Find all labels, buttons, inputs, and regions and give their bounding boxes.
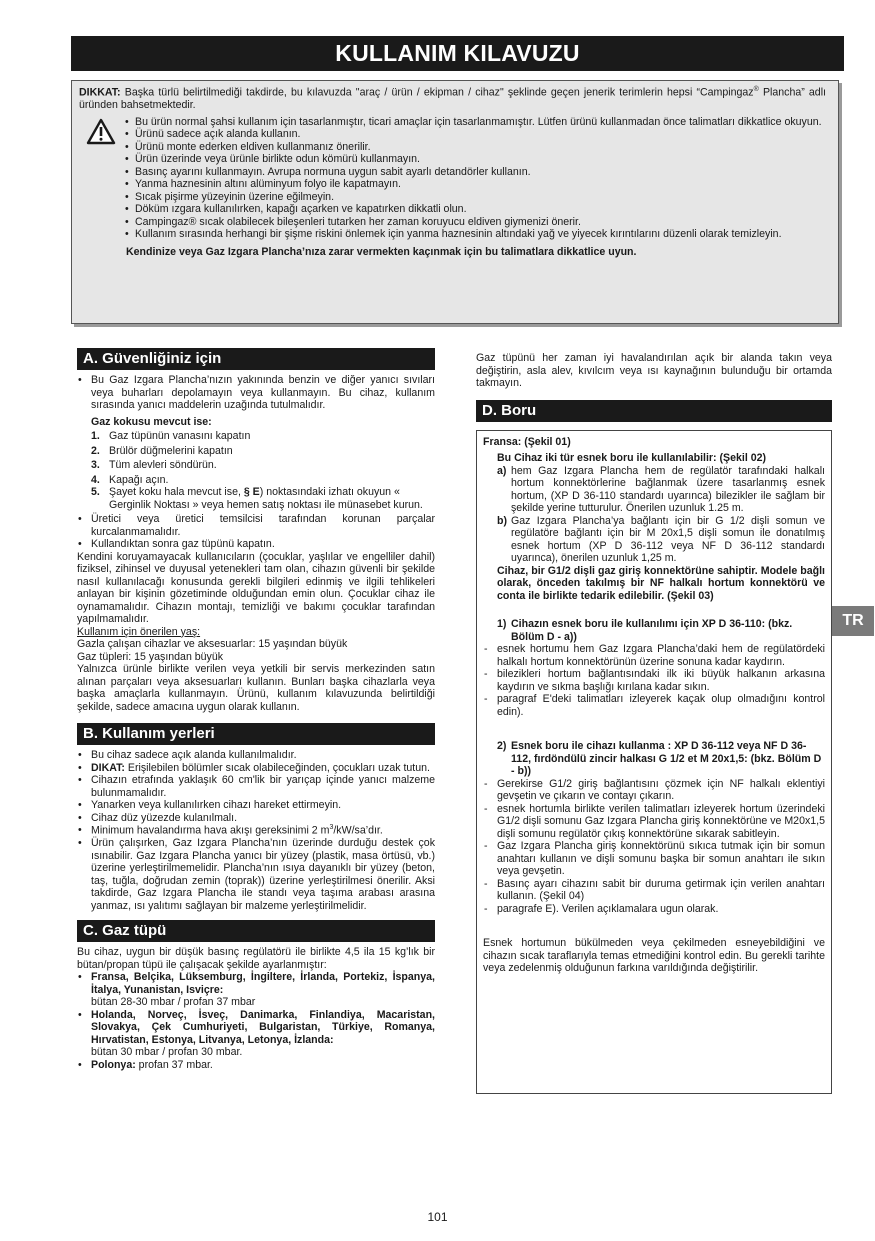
step-text: Kapağı açın. [109,473,169,486]
page-title: KULLANIM KILAVUZU [71,36,844,71]
list-item: • Holanda, Norveç, İsveç, Danimarka, Finlandiya, Macaristan, Slovakya, Çek Cumhuriyeti, Bulgaristan, Türkiye, Romanya, Hırvatistan, Estonya, Litvanya, Letonya, İzlanda: bütan 30 mbar / profan 30 mbar. [77,1009,435,1059]
list-item: • Bu cihaz sadece açık alanda kullanılmalıdır. [77,749,435,762]
hose-type-b: b) Gaz Izgara Plancha’ya bağlantı için bir G 1/2 dişli somun ve regülatöre bağlantı için bir M 20x1,5 dişli somun ile donatılmış esnek hortum (XP D 36-112 veya NF D 36-112 standardı uyarınca), önerilen uzunluk 1,25 m. [497,514,825,564]
warning-label: DIKKAT: [79,86,121,99]
warning-item: • Ürünü sadece açık alanda kullanın. [125,128,826,141]
list-item [91,459,435,472]
list-item: • Yanarken veya kullanılırken cihazı hareket ettirmeyin. [77,799,435,812]
list-item: • Üretici veya üretici temsilcisi tarafından korunan parçalar kurcalanmamalıdır. [77,513,435,538]
list-item: 5. Şayet koku hala mevcut ise, § E) noktasındaki izhatı okuyun « Gerginlik Noktası » veya hemen satış noktası ile münasebet kurun. [91,486,423,511]
warning-box [71,80,839,324]
list-item: - esnek hortumu hem Gaz Izgara Plancha’daki hem de regülatördeki halkalı hortum konnektörünün üzerine sonuna kadar kaydırın. [483,643,825,668]
step-number: 3. [91,459,100,471]
list-item: - Gaz Izgara Plancha giriş konnektörünü sıkıca tutmak için bir somun anahtarı kullanın ve dişli somunu başka bir somun anahtarı ile sıkın veya gevşetin. [483,840,825,878]
step-text: Gaz tüpünün vanasını kapatın [109,430,251,442]
gas-steps-list [77,430,435,486]
list-item: • Bu Gaz Izgara Plancha’nızın yakınında benzin ve diğer yanıcı sıvıları veya buharları depolamayın veya kullanmayın. Bu cihaz, kullanım sırasında yanıcı maddelerin uzağında tutulmalıdır. [77,374,435,412]
right-column [476,352,832,1094]
children-paragraph: Kendini koruyamayacak kullanıcıların (çocuklar, yaşlılar ve engelliler dahil) fiziksel, zihinsel ve duyusal yetenekleri tam olan, cihazın güvenli bir şekilde nasıl kullanılacağı konusunda gerekli bilgileri edinmiş ve ilgili tehlikeleri anlayan bir kişinin gözetiminde olduğundan emin olun. Çocuklar cihaz ile oynamamalıdır. Cihazın montajı, temizliği ve bakımı çocuklar tarafından yapılmamalıdır. [77,550,435,625]
connector-note: Cihaz, bir G1/2 dişli gaz giriş konnektörüne sahiptir. Modele bağlı olarak, önceden takılmış bir NF halkalı hortum konnektörü ve conta ile birlikte tedarik edilebilir. (Şekil 03) [497,564,825,602]
section-a-heading: A. Güvenliğiniz için [77,348,435,370]
list-item [91,430,435,443]
section-b-heading: B. Kullanım yerleri [77,723,435,745]
hose-type-a: a) hem Gaz Izgara Plancha hem de regülatör tarafındaki halkalı hortum konnektörlerine bağlanmak üzere tasarlanmış esnek hortum, (XP D 36-110 standardı uyarınca) bilezikler ile sağlam bir şekilde yerine tutturulur. Önerilen uzunluk 1.25 m. [497,464,825,514]
list-item: • Ürün çalışırken, Gaz Izgara Plancha’nın üzerinde durduğu destek çok ısınabilir. Gaz Izgara Plancha yanıcı bir yüzey (plastik, masa örtüsü, vb.) üzerine yerleştirilmemelidir. Plancha’nın ısıya dayanıklı bir yüzey (beton, taş, tuğla, doğrudan zemin (toprak)) üzerine yerleştirilmesi önerilir. Aksi takdirde, Gaz Izgara Plancha ile standı veya taşıma arabası arasına yanmaz, ısı yalıtımı sağlayan bir malzeme yerleştirilmelidir. [77,837,435,912]
subsection-1-list [483,643,825,718]
list-item: • Kullandıktan sonra gaz tüpünü kapatın. [77,538,435,551]
warning-item: • Campingaz® sıcak olabilecek bileşenleri tutarken her zaman koruyucu eldiven giymenizi önerir. [125,216,826,229]
step-number: 1. [91,430,100,442]
list-item: • DIKAT: Erişilebilen bölümler sıcak olabileceğinden, çocukları uzak tutun. [77,762,435,775]
hose-box [476,430,832,1094]
warning-final-note: Kendinize veya Gaz Izgara Plancha’nıza zarar vermekten kaçınmak için bu talimatlara dikkatlice uyun. [126,245,637,258]
left-column [77,348,435,1071]
warning-list [125,116,826,241]
warning-item: • Kullanım sırasında herhangi bir şişme riskini önlemek için yanma haznesinin altındaki yağ ve yiyecek kırıntılarını düzenli olarak temizleyin. [125,228,826,241]
warning-item: • Sıcak pişirme yüzeyinin üzerine eğilmeyin. [125,191,826,204]
section-c-heading: C. Gaz tüpü [77,920,435,942]
warning-intro: DIKKAT: Başka türlü belirtilmediği takdirde, bu kılavuzda "araç / ürün / ekipman / cihaz" şeklinde geçen jenerik terimlerin hepsi “Campingaz® Plancha” adlı üründen bahsetmektedir. [79,86,826,112]
list-item: • Minimum havalandırma hava akışı gereksinimi 2 $m^3/kW/sa’dır$. [77,824,435,837]
list-item [91,474,435,487]
list-item: - paragrafe E). Verilen açıklamalara ugun olarak. [483,903,825,916]
language-tab: TR [832,606,874,636]
warning-item: • Bu ürün normal şahsi kullanım için tasarlanmıştır, ticari amaçlar için tasarlanmamıştır. Lütfen ürünü kullanmadan önce talimatları dikkatlice okuyun. [125,116,826,129]
service-paragraph: Yalnızca ürünle birlikte verilen veya yetkili bir servis merkezinden satın alınan parçaları veya aksesuarları kullanın. Bunları başka cihazlarla veya başka amaçlarla kullanmayın. Ürünü, kullanım kılavuzunda belirtildiği şekilde, sadece amacına uygun olarak kullanın. [77,663,435,713]
section-d-heading: D. Boru [476,400,832,422]
warning-item: • Ürünü monte ederken eldiven kullanmanız önerilir. [125,141,826,154]
list-item: - bilezikleri hortum bağlantısındaki ilk iki büyük halkanın arkasına kaydırın ve sıkma başlığı kırılana kadar sıkın. [483,668,825,693]
step-number: 2. [91,444,100,457]
list-item: • Fransa, Belçika, Lüksemburg, İngiltere, İrlanda, Portekiz, İspanya, İtalya, Yunanistan, Isviçre: bütan 28-30 mbar / profan 37 mbar [77,971,435,1009]
cylinder-location-paragraph: Gaz tüpünü her zaman iyi havalandırılan açık bir alanda takın veya değiştirin, asla alev, kıvılcım veya ısı kaynağının bulunduğu bir ortamda takmayın. [476,352,832,389]
subsection-1-title: 1) Cihazın esnek boru ile kullanılımı için XP D 36-110: (bkz. Bölüm D - a)) [497,618,793,643]
list-item: - esnek hortumla birlikte verilen talimatları izleyerek hortum üzerindeki G1/2 dişli somunu Gaz Izgara Plancha giriş konnektörüne ve M20x1,5 dişli somunu regülatör çıkış konnektörüne sıkarak sabitleyin. [483,803,825,841]
hose-closing-paragraph: Esnek hortumun bükülmeden veya çekilmeden esneyebildiğini ve cihazın sıcak taraflarıyla temas etmediğini kontrol edin. Bu gerekli tarihte veya zedelenmiş olduğunun farkına varıldığında değiştirilir. [483,937,825,974]
subsection-2-title: 2) Esnek boru ile cihazı kullanma : XP D 36-112 veya NF D 36-112, fırdöndülü zincir halkası G 1/2 et M 20x1,5: (bkz. Bölüm D - b)) [497,740,822,777]
list-item: • Polonya: profan 37 mbar. [77,1059,435,1072]
step-text: Brülör düğmelerini kapatın [109,444,233,457]
page-number: 101 [427,1210,448,1224]
step-number: 4. [91,473,100,486]
warning-item: • Basınç ayarını kullanmayın. Avrupa normuna uygun sabit ayarlı detandörler kullanın. [125,166,826,179]
age-line: Gazla çalışan cihazlar ve aksesuarlar: 15 yaşından büyük [77,638,348,650]
list-item [91,445,435,458]
recommended-age-heading: Kullanım için önerilen yaş: [77,625,201,638]
warning-item: • Yanma haznesinin altını alüminyum folyo ile kapatmayın. [125,178,826,191]
gas-cylinder-intro: Bu cihaz, uygun bir düşük basınç regülatörü ile birlikte 4,5 ila 15 kg’lık bir bütan/propan tüpü ile çalışacak şekilde ayarlanmıştır: [77,946,435,971]
hose-types-heading: Bu Cihaz iki tür esnek boru ile kullanılabilir: (Şekil 02) [497,452,767,464]
france-heading: Fransa: (Şekil 01) [483,435,571,448]
step-text: Tüm alevleri söndürün. [109,459,217,471]
warning-triangle-icon [79,116,119,259]
list-item: • Cihazın etrafında yaklaşık 60 cm'lik bir yarıçap içinde yanıcı malzeme bulunmamalıdır. [77,774,435,799]
age-line: Gaz tüpleri: 15 yaşından büyük [77,650,224,663]
list-item: - Gerekirse G1/2 giriş bağlantısını çözmek için NF halkalı eklentiyi gevşetin ve çıkarın ve contayı çıkarın. [483,778,825,803]
gas-smell-heading: Gaz kokusu mevcut ise: [91,415,212,428]
warning-item: • Döküm ızgara kullanılırken, kapağı açarken ve kapatırken dikkatli olun. [125,203,826,216]
warning-item: • Ürün üzerinde veya ürünle birlikte odun kömürü kullanmayın. [125,153,826,166]
subsection-2-list [483,778,825,916]
list-item: - paragraf E'deki talimatları izleyerek kaçak olup olmadığını kontrol edin). [483,693,825,718]
list-item: - Basınç ayarı cihazını sabit bir duruma getirmak için verilen anahtarı kullanın. (Şekil 04) [483,878,825,903]
list-item: • Cihaz düz yüzezde kulanılmalı. [77,812,435,825]
